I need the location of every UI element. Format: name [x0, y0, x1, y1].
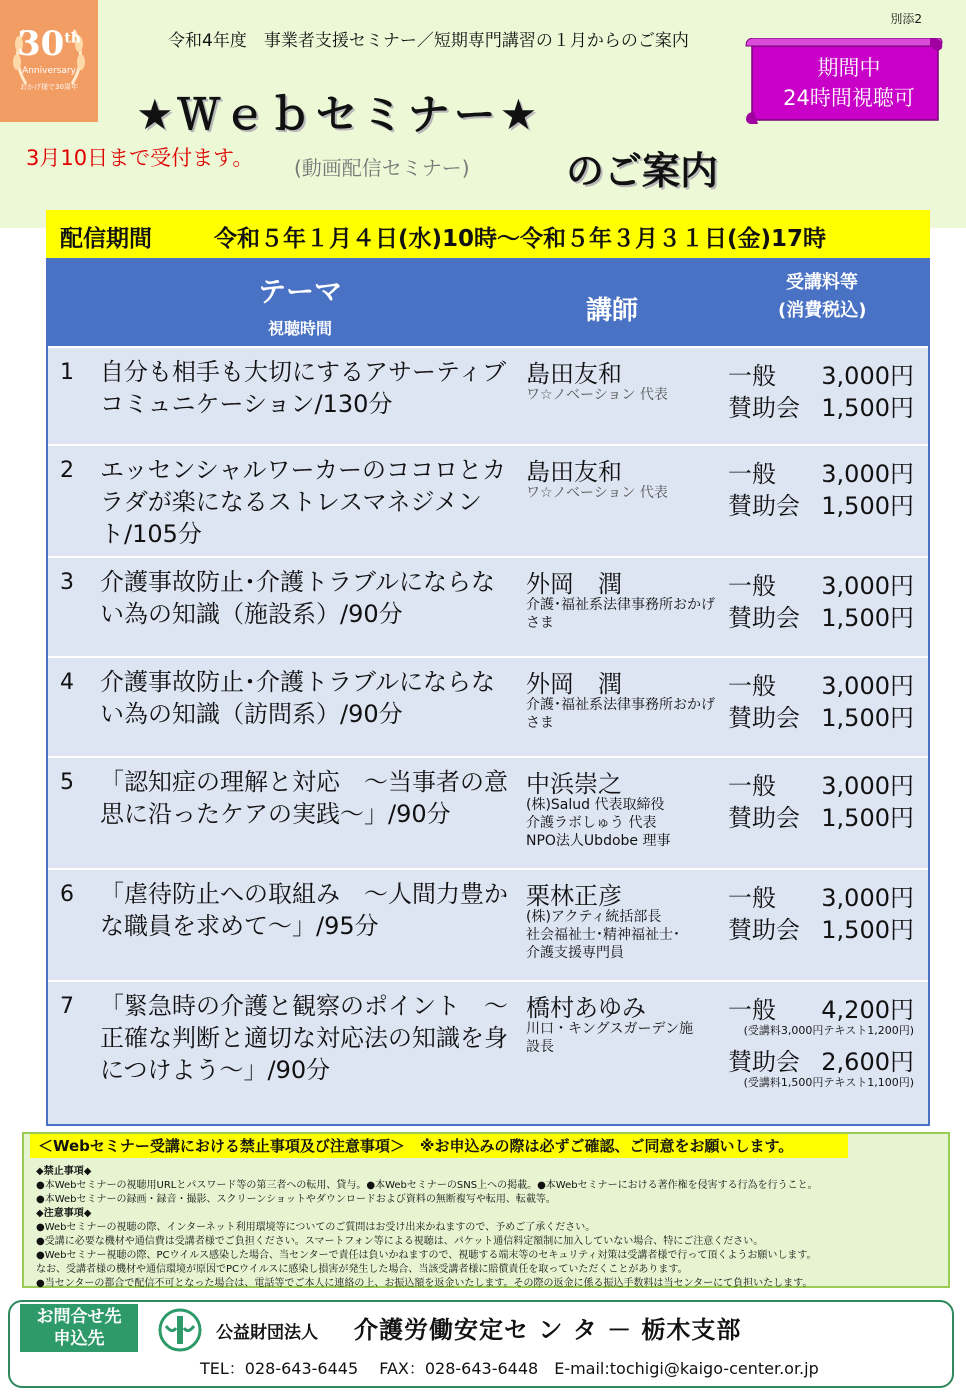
header-duration: 視聴時間 — [268, 319, 333, 338]
fee-general: 一般 4,200円 — [728, 996, 914, 1024]
lecturer-name: 島田友和 — [526, 458, 622, 486]
row-number: 3 — [60, 570, 74, 595]
lecturer-affiliation: 川口・キングスガーデン施設長 — [526, 1021, 694, 1055]
header-lecturer: 講師 — [586, 296, 639, 326]
fee-member: 賛助会 1,500円 — [728, 492, 914, 520]
organization-logo-icon — [158, 1308, 202, 1352]
fee-general: 一般 3,000円 — [728, 772, 914, 800]
notice-line: ●当センターの都合で配信不可となった場合は、電話等でご本人に連絡の上、お振込額を返金いたします。その際の返金に係る振込手数料は当センターにて負担いたします。 — [36, 1278, 813, 1289]
organization-type: 公益財団法人 — [216, 1323, 318, 1343]
row-title: 「虐待防止への取組み ～人間力豊かな職員を求めて～」/95分 — [100, 880, 508, 940]
row-title: エッセンシャルワーカーのココロとカラダが楽になるストレスマネジメント/105分 — [100, 456, 506, 548]
fee-general: 一般 3,000円 — [728, 572, 914, 600]
lecturer-affiliation: (株)Salud 代表取締役 介護ラボしゅう 代表 NPO法人Ubdobe 理事 — [526, 797, 671, 849]
lecturer-affiliation: (株)アクティ統括部長 社会福祉士･精神福祉士･介護支援専門員 — [526, 909, 680, 961]
notice-box — [22, 1132, 950, 1288]
notice-heading: ＜Webセミナー受講における禁止事項及び注意事項＞ ※お申込みの際は必ずご確認、ご同意をお願いします。 — [30, 1134, 848, 1158]
fee-general: 一般 3,000円 — [728, 672, 914, 700]
table-header — [48, 260, 928, 346]
table-row — [48, 980, 928, 1126]
deadline-notice: 3月10日まで受付ます。 — [26, 146, 254, 170]
contact-details: TEL：028-643-6445 FAX：028-643-6448 E-mail:tochigi@kaigo-center.or.jp — [200, 1359, 819, 1378]
lecturer-name: 島田友和 — [526, 360, 622, 388]
lecturer-affiliation: 介護･福祉系法律事務所おかげさま — [526, 697, 715, 731]
banner-line1: 期間中 — [817, 56, 881, 80]
lecturer-affiliation: ワ☆ノベーション 代表 — [526, 485, 668, 501]
lecturer-name: 外岡 潤 — [526, 570, 622, 598]
header-fee-tax: (消費税込) — [778, 300, 867, 321]
contact-label — [20, 1304, 138, 1352]
contact-line2: 申込先 — [53, 1329, 105, 1349]
row-title: 介護事故防止･介護トラブルにならない為の知識（施設系）/90分 — [100, 568, 496, 628]
period-label: 配信期間 — [60, 226, 152, 252]
row-number: 6 — [60, 882, 74, 907]
lecturer-name: 栗林正彦 — [526, 882, 622, 910]
table-row — [48, 756, 928, 870]
caution-title: ◆注意事項◆ — [36, 1208, 92, 1219]
fee-general-note: (受講料3,000円テキスト1,200円) — [743, 1024, 914, 1037]
header-fee: 受講料等 — [786, 272, 858, 293]
row-title: 介護事故防止･介護トラブルにならない為の知識（訪問系）/90分 — [100, 668, 496, 728]
badge-text: Anniversary — [22, 66, 76, 76]
row-title: 「緊急時の介護と観察のポイント ～正確な判断と適切な対応法の知識を身につけよう～」/90分 — [100, 992, 508, 1084]
notice-line: ●Webセミナーの視聴の際、インターネット利用環境等についてのご質問はお受け出来かねますので、予めご了承ください。 — [36, 1222, 596, 1233]
table-row — [48, 656, 928, 758]
row-number: 2 — [60, 458, 74, 483]
lecturer-name: 外岡 潤 — [526, 670, 622, 698]
fee-general: 一般 3,000円 — [728, 460, 914, 488]
badge-number: 30th — [17, 24, 81, 64]
fee-member: 賛助会 1,500円 — [728, 704, 914, 732]
row-number: 5 — [60, 770, 74, 795]
notice-line: ●本Webセミナーの視聴用URLとパスワード等の第三者への転用、貸与。●本WebセミナーのSNS上への掲載。●本Webセミナーにおける著作権を侵害する行為を行うこと。 — [36, 1180, 818, 1191]
notice-line: ●Webセミナー視聴の際、PCウイルス感染した場合、当センターで責任は負いかねますので、視聴する端末等のセキュリティ対策は受講者様で行って頂くようお願いします。 — [36, 1250, 817, 1261]
badge-subtext: おかげ様で30周年 — [20, 83, 78, 91]
notice-line: なお、受講者様の機材や通信環境が原因でPCウイルスに感染し損害が発生した場合、当該受講者様に賠償責任を取っていただくことがあります。 — [36, 1264, 688, 1275]
fee-member: 賛助会 1,500円 — [728, 394, 914, 422]
fee-member: 賛助会 1,500円 — [728, 604, 914, 632]
row-title: 「認知症の理解と対応 ～当事者の意思に沿ったケアの実践～」/90分 — [100, 768, 508, 828]
period-value: 令和５年１月４日(水)10時～令和５年３月３１日(金)17時 — [214, 226, 827, 252]
distribution-period — [46, 210, 930, 258]
table-row — [48, 346, 928, 446]
table-row — [48, 556, 928, 658]
lecturer-affiliation: 介護･福祉系法律事務所おかげさま — [526, 597, 715, 631]
row-number: 1 — [60, 360, 74, 385]
notice-line: ●本Webセミナーの録画・録音・撮影、スクリーンショットやダウンロードおよび資料の無断複写や転用、転載等。 — [36, 1194, 556, 1205]
lecturer-name: 橋村あゆみ — [526, 994, 646, 1022]
annex-label: 別添2 — [890, 12, 922, 26]
page-title: ★Ｗｅｂセミナー★ — [136, 90, 542, 139]
lecturer-name: 中浜崇之 — [526, 770, 622, 798]
availability-banner — [744, 38, 944, 124]
row-number: 4 — [60, 670, 74, 695]
lecturer-affiliation: ワ☆ノベーション 代表 — [526, 387, 668, 403]
table-row — [48, 444, 928, 558]
prohibited-title: ◆禁止事項◆ — [36, 1166, 92, 1177]
guide-title: のご案内 — [566, 149, 719, 193]
organization-name: 介護労働安定セ ン タ － 栃木支部 — [354, 1316, 742, 1344]
row-number: 7 — [60, 994, 74, 1019]
seminar-table — [46, 258, 930, 1126]
fee-member: 賛助会 1,500円 — [728, 804, 914, 832]
anniversary-badge — [0, 0, 98, 122]
fee-member: 賛助会 1,500円 — [728, 916, 914, 944]
format-note: (動画配信セミナー) — [294, 156, 470, 180]
fee-member: 賛助会 2,600円 — [728, 1048, 914, 1076]
fee-general: 一般 3,000円 — [728, 362, 914, 390]
header-theme: テーマ — [258, 275, 343, 308]
fee-member-note: (受講料1,500円テキスト1,100円) — [743, 1076, 914, 1089]
row-title: 自分も相手も大切にするアサーティブコミュニケーション/130分 — [100, 358, 507, 418]
contact-line1: お問合せ先 — [36, 1307, 122, 1327]
page-subtitle: 令和4年度 事業者支援セミナー／短期専門講習の１月からのご案内 — [168, 31, 689, 51]
notice-line: ●受講に必要な機材や通信費は受講者様でご負担ください。スマートフォン等による視聴は、パケット通信料定額制に加入していない場合、特にご注意ください。 — [36, 1236, 764, 1247]
table-row — [48, 868, 928, 982]
fee-general: 一般 3,000円 — [728, 884, 914, 912]
banner-line2: 24時間視聴可 — [783, 86, 915, 110]
